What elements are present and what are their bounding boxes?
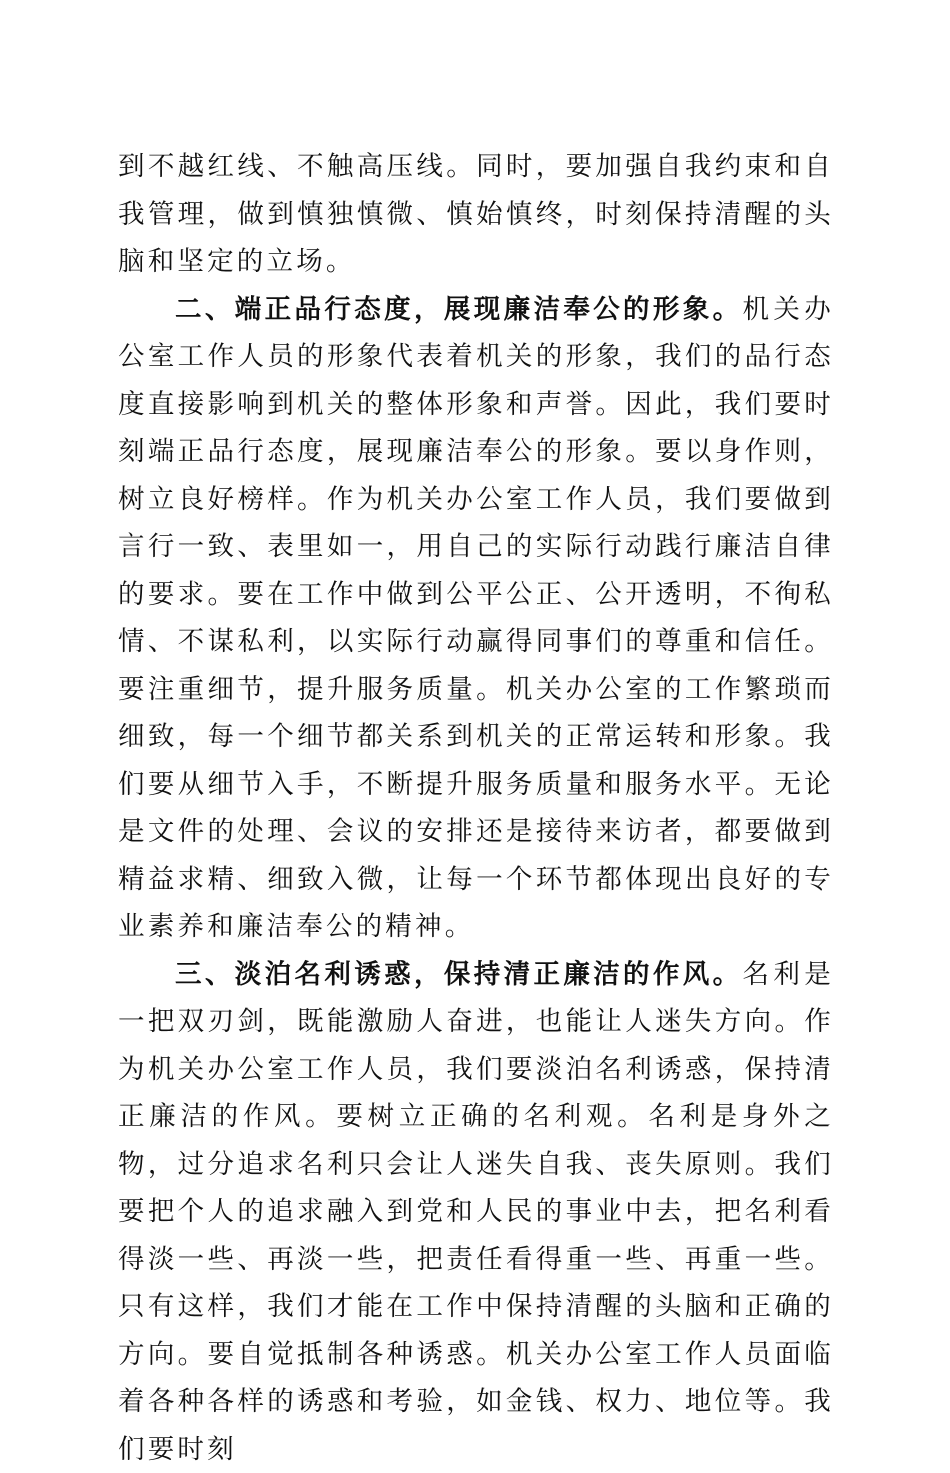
paragraph-section-two [118,286,834,951]
section-two-heading: 二、端正品行态度，展现廉洁奉公的形象。 [175,294,743,325]
paragraph-body-text: 到不越红线、不触高压线。同时，要加强自我约束和自我管理，做到慎独慎微、慎始慎终，时刻保持清醒的头脑和坚定的立场。 [118,151,834,277]
section-three-body-text: 名利是一把双刃剑，既能激励人奋进，也能让人迷失方向。作为机关办公室工作人员，我们要淡泊名利诱惑，保持清正廉洁的作风。要树立正确的名利观。名利是身外之物，过分追求名利只会让人迷失自我、丧失原则。我们要把个人的追求融入到党和人民的事业中去，把名利看得淡一些、再淡一些，把责任看得重一些、再重一些。只有这样，我们才能在工作中保持清醒的头脑和正确的方向。要自觉抵制各种诱惑。机关办公室工作人员面临着各种各样的诱惑和考验，如金钱、权力、地位等。我们要时刻 [118,959,834,1465]
section-three-heading: 三、淡泊名利诱惑，保持清正廉洁的作风。 [175,959,743,990]
document-body [118,143,834,1473]
paragraph-continuation [118,143,834,286]
paragraph-section-three [118,951,834,1473]
section-two-body-text: 机关办公室工作人员的形象代表着机关的形象，我们的品行态度直接影响到机关的整体形象和声誉。因此，我们要时刻端正品行态度，展现廉洁奉公的形象。要以身作则，树立良好榜样。作为机关办公室工作人员，我们要做到言行一致、表里如一，用自己的实际行动践行廉洁自律的要求。要在工作中做到公平公正、公开透明，不徇私情、不谋私利，以实际行动赢得同事们的尊重和信任。要注重细节，提升服务质量。机关办公室的工作繁琐而细致，每一个细节都关系到机关的正常运转和形象。我们要从细节入手，不断提升服务质量和服务水平。无论是文件的处理、会议的安排还是接待来访者，都要做到精益求精、细致入微，让每一个环节都体现出良好的专业素养和廉洁奉公的精神。 [118,294,834,943]
